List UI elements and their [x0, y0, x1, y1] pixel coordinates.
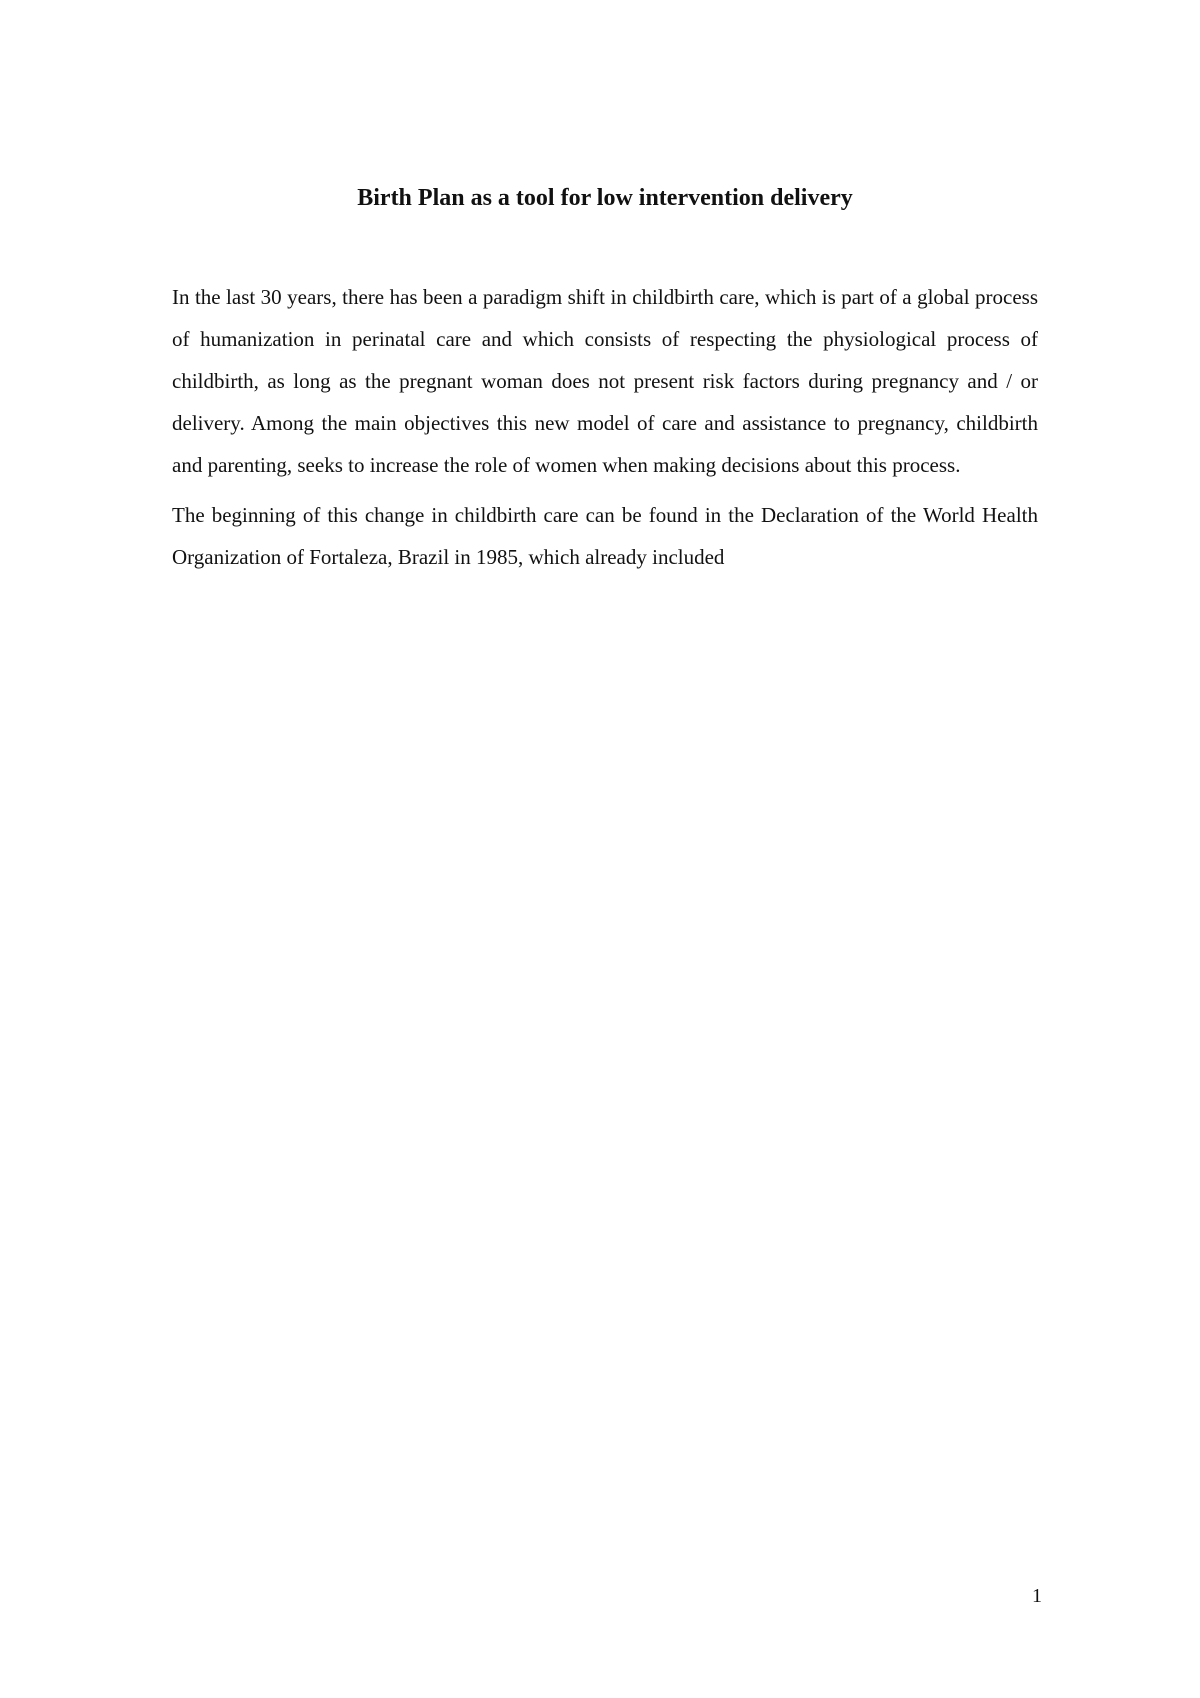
document-title: Birth Plan as a tool for low intervention delivery — [357, 185, 853, 211]
paragraph-declaration: The beginning of this change in childbirth care can be found in the Declaration of the World Health Organization of Fortaleza, Brazil in 1985, which already included — [172, 503, 1038, 569]
paragraph-intro: In the last 30 years, there has been a paradigm shift in childbirth care, which is part of a global process of humanization in perinatal care and which consists of respecting the physiological process of childbirth, as long as the pregnant woman does not present risk factors during pregnancy and / or delivery. Among the main objectives this new model of care and assistance to pregnancy, childbirth and parenting, seeks to increase the role of women when making decisions about this process. — [172, 285, 1038, 477]
page-number: 1 — [1032, 1585, 1042, 1607]
document-body — [172, 276, 1038, 586]
